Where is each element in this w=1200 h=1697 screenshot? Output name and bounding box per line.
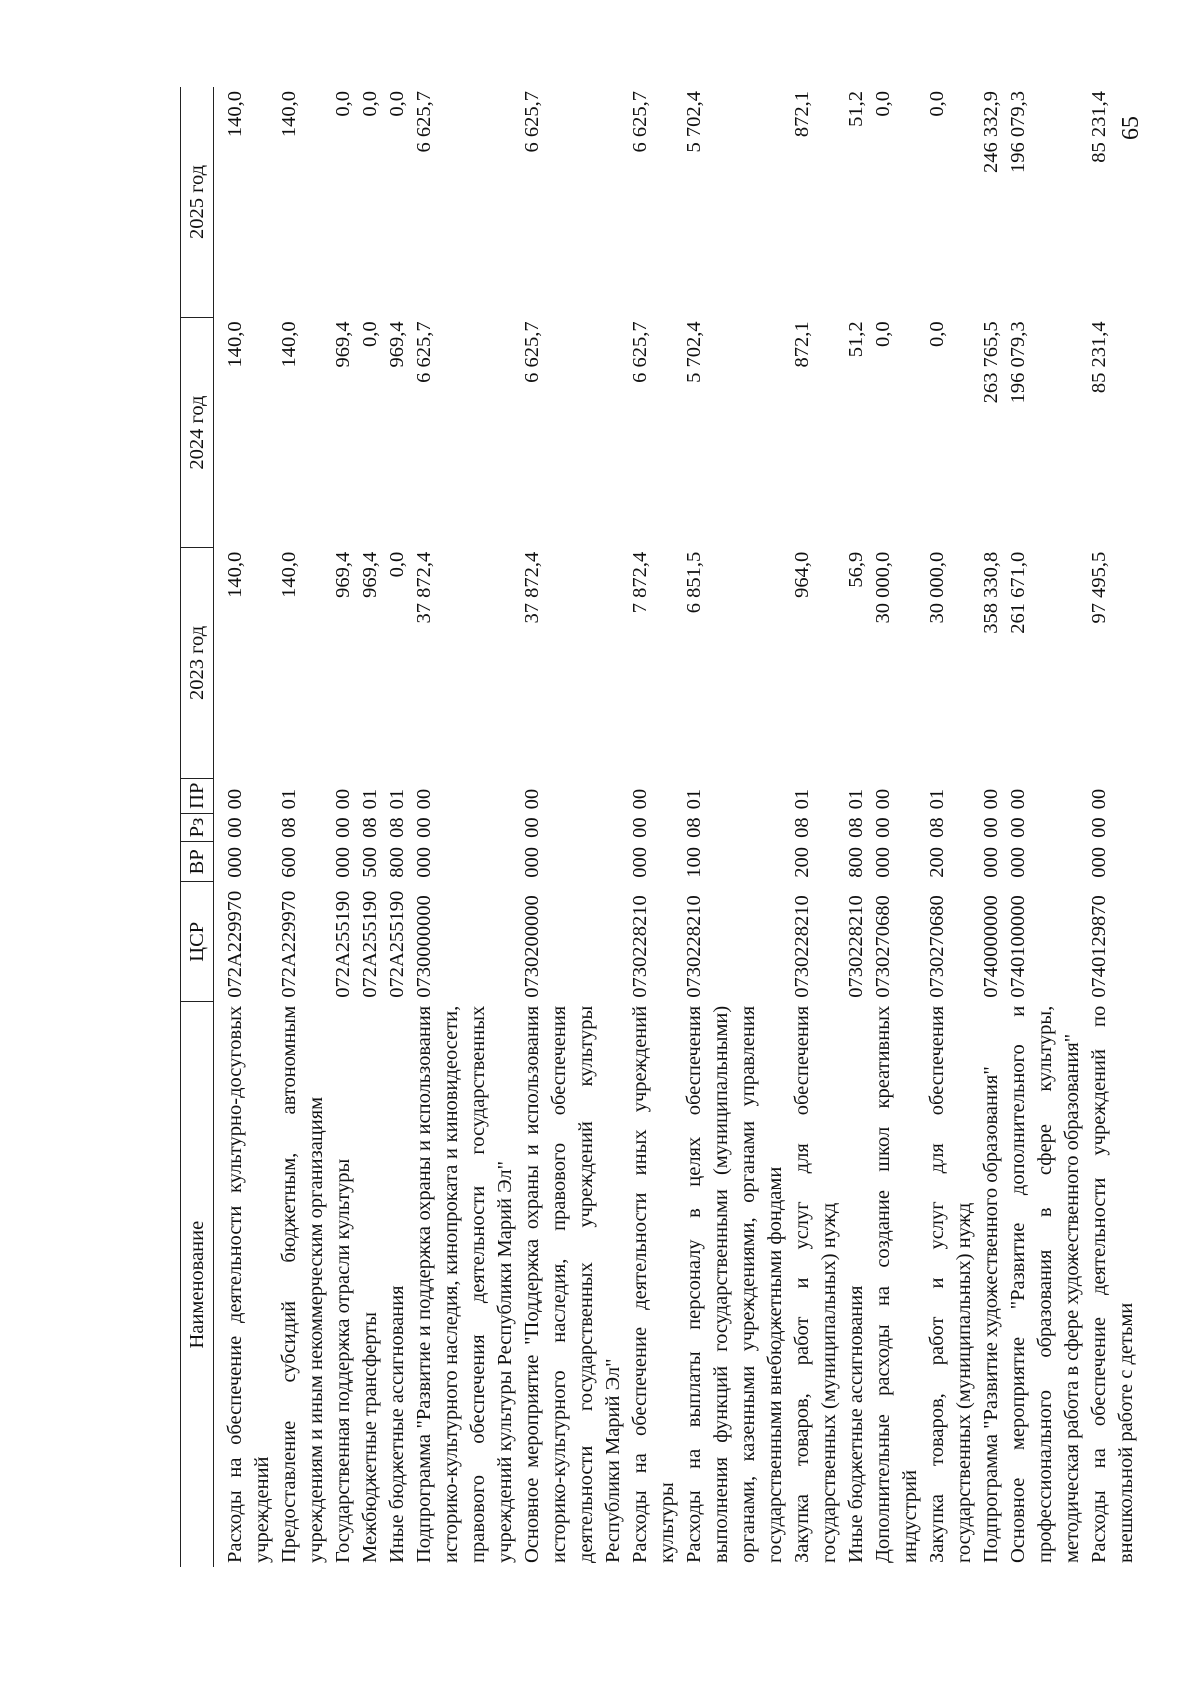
row-rz: 08 — [926, 817, 948, 838]
table-row — [843, 87, 870, 1567]
row-amount-2025: 0,0 — [332, 91, 354, 117]
row-amount-2025: 196 079,3 — [1007, 91, 1029, 173]
row-name: Основное мероприятие "Поддержка охраны и использования историко-культурного наследия, правового обеспечения деятельности государственных учреждений культуры Республики Марий Эл" — [521, 1005, 624, 1563]
row-vr: 000 — [1007, 847, 1029, 878]
row-vr: 000 — [629, 847, 651, 878]
page-number: 65 — [1118, 116, 1144, 140]
header-csr: ЦСР — [181, 882, 214, 1002]
row-amount-2024: 51,2 — [845, 321, 867, 358]
row-rz: 00 — [629, 817, 651, 838]
row-amount-2025: 5 702,4 — [683, 91, 705, 153]
row-pr: 00 — [980, 788, 1002, 810]
row-vr: 200 — [926, 847, 948, 878]
row-amount-2023: 969,4 — [332, 551, 354, 598]
row-name: Расходы на обеспечение деятельности иных учреждений культуры — [629, 1005, 678, 1563]
row-amount-2023: 261 671,0 — [1007, 551, 1029, 634]
row-name: Подпрограмма "Развитие и поддержка охраны и использования историко-культурного наследия, кинопроката и киновидеосети, правового обеспечения деятельности государственных учреждений культуры Республики Марий Эл" — [413, 1005, 516, 1563]
budget-table — [180, 87, 1140, 1567]
table-row — [924, 87, 978, 1567]
row-amount-2025: 246 332,9 — [980, 91, 1002, 173]
row-name: Закупка товаров, работ и услуг для обеспечения государственных (муниципальных) нужд — [791, 1005, 840, 1563]
row-amount-2025: 140,0 — [278, 91, 300, 138]
row-name: Закупка товаров, работ и услуг для обеспечения государственных (муниципальных) нужд — [926, 1005, 975, 1563]
row-amount-2024: 6 625,7 — [629, 321, 651, 383]
row-amount-2024: 196 079,3 — [1007, 321, 1029, 404]
row-rz: 08 — [791, 817, 813, 838]
row-csr: 072A255190 — [332, 890, 354, 998]
row-vr: 100 — [683, 847, 705, 878]
row-amount-2025: 85 231,4 — [1088, 91, 1110, 163]
row-pr: 00 — [224, 788, 246, 810]
row-amount-2024: 872,1 — [791, 321, 813, 368]
row-vr: 000 — [413, 847, 435, 878]
header-rz: Рз — [181, 813, 214, 842]
row-amount-2025: 0,0 — [872, 91, 894, 117]
row-pr: 00 — [872, 788, 894, 810]
row-amount-2023: 37 872,4 — [413, 551, 435, 624]
row-amount-2023: 30 000,0 — [926, 551, 948, 624]
row-amount-2023: 0,0 — [386, 551, 408, 578]
row-name: Предоставление субсидий бюджетным, автономным учреждениям и иным некоммерческим организациям — [278, 1005, 327, 1563]
row-amount-2025: 0,0 — [926, 91, 948, 117]
row-pr: 01 — [791, 788, 813, 810]
row-name: Подпрограмма "Развитие художественного образования" — [980, 1066, 1002, 1563]
row-vr: 000 — [1088, 847, 1110, 878]
row-pr: 00 — [1088, 788, 1110, 810]
row-amount-2025: 6 625,7 — [413, 91, 435, 153]
row-csr: 0730200000 — [521, 895, 543, 998]
row-csr: 0730000000 — [413, 895, 435, 998]
table-row — [1005, 87, 1086, 1567]
table-row — [681, 87, 789, 1567]
table-row — [411, 87, 519, 1567]
row-rz: 00 — [224, 817, 246, 838]
row-csr: 0740000000 — [980, 895, 1002, 998]
row-amount-2024: 6 625,7 — [413, 321, 435, 383]
row-amount-2023: 30 000,0 — [872, 551, 894, 624]
row-amount-2025: 0,0 — [359, 91, 381, 117]
row-rz: 00 — [1007, 817, 1029, 838]
row-vr: 000 — [980, 847, 1002, 878]
row-csr: 0740100000 — [1007, 895, 1029, 998]
row-csr: 0730228210 — [845, 895, 867, 998]
row-name: Расходы на выплаты персоналу в целях обеспечения выполнения функций государственными (муниципальными) органами, казенными учреждениями, органами управления государственными внебюджетными фондами — [683, 1005, 786, 1563]
row-vr: 000 — [521, 847, 543, 878]
row-amount-2023: 358 330,8 — [980, 551, 1002, 634]
row-amount-2024: 969,4 — [332, 321, 354, 368]
row-vr: 200 — [791, 847, 813, 878]
row-pr: 00 — [332, 788, 354, 810]
row-amount-2023: 140,0 — [224, 551, 246, 598]
table-row — [214, 87, 277, 1567]
row-amount-2024: 140,0 — [278, 321, 300, 368]
row-vr: 000 — [332, 847, 354, 878]
row-pr: 01 — [386, 788, 408, 810]
table-row — [384, 87, 411, 1567]
row-amount-2023: 140,0 — [278, 551, 300, 598]
row-csr: 0730228210 — [791, 895, 813, 998]
row-amount-2025: 6 625,7 — [521, 91, 543, 153]
row-name: Государственная поддержка отрасли культуры — [332, 1158, 354, 1563]
header-vr: ВР — [181, 842, 214, 882]
row-csr: 0740129870 — [1088, 895, 1110, 998]
row-amount-2025: 0,0 — [386, 91, 408, 117]
row-amount-2024: 0,0 — [359, 321, 381, 348]
row-amount-2025: 140,0 — [224, 91, 246, 138]
row-rz: 00 — [1088, 817, 1110, 838]
row-amount-2024: 263 765,5 — [980, 321, 1002, 404]
row-amount-2023: 37 872,4 — [521, 551, 543, 624]
row-pr: 01 — [683, 788, 705, 810]
row-amount-2023: 964,0 — [791, 551, 813, 598]
header-name: Наименование — [181, 1002, 214, 1567]
header-2025: 2025 год — [181, 87, 214, 317]
row-rz: 00 — [413, 817, 435, 838]
row-amount-2024: 85 231,4 — [1088, 321, 1110, 394]
row-name: Расходы на обеспечение деятельности культурно-досуговых учреждений — [224, 1005, 273, 1563]
row-name: Иные бюджетные ассигнования — [845, 1285, 867, 1563]
header-2024: 2024 год — [181, 317, 214, 547]
row-rz: 00 — [521, 817, 543, 838]
row-rz: 00 — [980, 817, 1002, 838]
row-vr: 600 — [278, 847, 300, 878]
row-amount-2024: 6 625,7 — [521, 321, 543, 383]
row-name: Расходы на обеспечение деятельности учреждений по внешкольной работе с детьми — [1088, 1005, 1137, 1563]
row-csr: 0730228210 — [629, 895, 651, 998]
row-rz: 08 — [845, 817, 867, 838]
row-name: Межбюджетные трансферты — [359, 1312, 381, 1563]
row-pr: 00 — [1007, 788, 1029, 810]
row-rz: 08 — [359, 817, 381, 838]
table-row — [330, 87, 357, 1567]
row-amount-2025: 51,2 — [845, 91, 867, 127]
table-row — [978, 87, 1005, 1567]
table-row — [1086, 87, 1140, 1567]
row-pr: 01 — [845, 788, 867, 810]
table-row — [357, 87, 384, 1567]
table-row — [870, 87, 924, 1567]
header-2023: 2023 год — [181, 548, 214, 778]
row-pr: 00 — [413, 788, 435, 810]
table-row — [627, 87, 681, 1567]
row-csr: 0730270680 — [926, 895, 948, 998]
row-vr: 500 — [359, 847, 381, 878]
row-amount-2023: 969,4 — [359, 551, 381, 598]
row-rz: 08 — [683, 817, 705, 838]
row-amount-2024: 0,0 — [926, 321, 948, 348]
row-pr: 00 — [521, 788, 543, 810]
row-amount-2023: 97 495,5 — [1088, 551, 1110, 624]
row-name: Дополнительные расходы на создание школ креативных индустрий — [872, 1005, 921, 1563]
row-csr: 0730270680 — [872, 895, 894, 998]
row-amount-2023: 6 851,5 — [683, 551, 705, 614]
row-vr: 000 — [224, 847, 246, 878]
table-row — [789, 87, 843, 1567]
table-body — [214, 87, 1141, 1567]
row-rz: 08 — [386, 817, 408, 838]
row-pr: 00 — [629, 788, 651, 810]
row-csr: 072A255190 — [359, 890, 381, 998]
row-amount-2024: 140,0 — [224, 321, 246, 368]
row-amount-2023: 56,9 — [845, 551, 867, 588]
row-csr: 0730228210 — [683, 895, 705, 998]
row-amount-2024: 0,0 — [872, 321, 894, 348]
row-amount-2025: 872,1 — [791, 91, 813, 138]
table-header-row — [181, 87, 214, 1567]
table-row — [276, 87, 330, 1567]
header-pr: ПР — [181, 778, 214, 813]
row-vr: 800 — [845, 847, 867, 878]
row-name: Иные бюджетные ассигнования — [386, 1285, 408, 1563]
row-name: Основное мероприятие "Развитие дополнительного и профессионального образования в сфере культуры, методическая работа в сфере художественного образования" — [1007, 1005, 1083, 1563]
row-pr: 01 — [926, 788, 948, 810]
row-csr: 072A229970 — [278, 890, 300, 998]
row-csr: 072A255190 — [386, 890, 408, 998]
row-csr: 072A229970 — [224, 890, 246, 998]
row-pr: 01 — [278, 788, 300, 810]
row-vr: 800 — [386, 847, 408, 878]
row-amount-2025: 6 625,7 — [629, 91, 651, 153]
row-pr: 01 — [359, 788, 381, 810]
table-row — [519, 87, 627, 1567]
row-rz: 00 — [332, 817, 354, 838]
row-rz: 00 — [872, 817, 894, 838]
row-rz: 08 — [278, 817, 300, 838]
row-amount-2023: 7 872,4 — [629, 551, 651, 614]
row-amount-2024: 969,4 — [386, 321, 408, 368]
row-amount-2024: 5 702,4 — [683, 321, 705, 383]
row-vr: 000 — [872, 847, 894, 878]
